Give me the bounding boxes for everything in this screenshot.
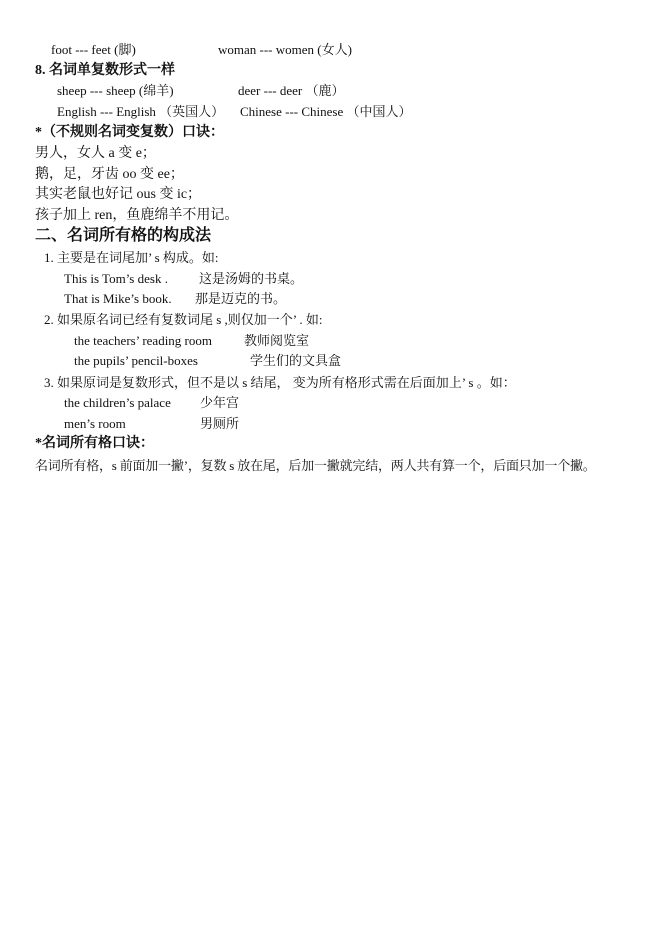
rule-3: 3. 如果原词是复数形式，但不是以 s 结尾， 变为所有格形式需在后面加上’ s 。如： bbox=[44, 375, 516, 390]
example-zh: 教师阅览室 bbox=[244, 333, 310, 348]
rule-1: 1. 主要是在词尾加’ s 构成。如: bbox=[44, 250, 219, 265]
example-en: the teachers’ reading room bbox=[74, 333, 212, 348]
rhyme-line: 孩子加上 ren，鱼鹿绵羊不用记。 bbox=[35, 208, 239, 223]
rhyme-line: 男人，女人 a 变 e； bbox=[35, 146, 156, 161]
irregular-rhyme-heading: *（不规则名词变复数）口诀： bbox=[35, 125, 224, 140]
example-en: This is Tom’s desk . bbox=[64, 271, 168, 286]
section-2-heading: 二、名词所有格的构成法 bbox=[35, 227, 212, 244]
example-zh: 男厕所 bbox=[200, 416, 240, 431]
example-zh: 这是汤姆的书桌。 bbox=[199, 271, 304, 286]
possessive-rhyme-text: 名词所有格，s 前面加一撇’，复数 s 放在尾，后加一撇就完结，两人共有算一个，后面只加一个撇。 bbox=[35, 458, 596, 473]
rhyme-line: 鹅，足，牙齿 oo 变 ee； bbox=[35, 167, 184, 182]
example-foot-feet: foot --- feet (脚) bbox=[51, 42, 136, 57]
example-en: men’s room bbox=[64, 416, 126, 431]
example-chinese: Chinese --- Chinese （中国人） bbox=[240, 104, 412, 119]
rhyme-line: 其实老鼠也好记 ous 变 ic； bbox=[35, 187, 202, 202]
example-en: the pupils’ pencil-boxes bbox=[74, 353, 198, 368]
section-8-heading: 8. 名词单复数形式一样 bbox=[35, 63, 175, 78]
example-en: That is Mike’s book. bbox=[64, 291, 172, 306]
example-english: English --- English （英国人） bbox=[57, 104, 225, 119]
example-woman-women: woman --- women (女人) bbox=[218, 42, 352, 57]
example-zh: 那是迈克的书。 bbox=[195, 291, 287, 306]
rule-2: 2. 如果原名词已经有复数词尾 s ,则仅加一个’ . 如: bbox=[44, 312, 323, 327]
example-zh: 学生们的文具盒 bbox=[250, 353, 342, 368]
possessive-rhyme-heading: *名词所有格口诀： bbox=[35, 436, 154, 451]
example-deer: deer --- deer （鹿） bbox=[238, 83, 345, 98]
example-en: the children’s palace bbox=[64, 395, 171, 410]
example-zh: 少年宫 bbox=[200, 395, 240, 410]
example-sheep: sheep --- sheep (绵羊) bbox=[57, 83, 174, 98]
